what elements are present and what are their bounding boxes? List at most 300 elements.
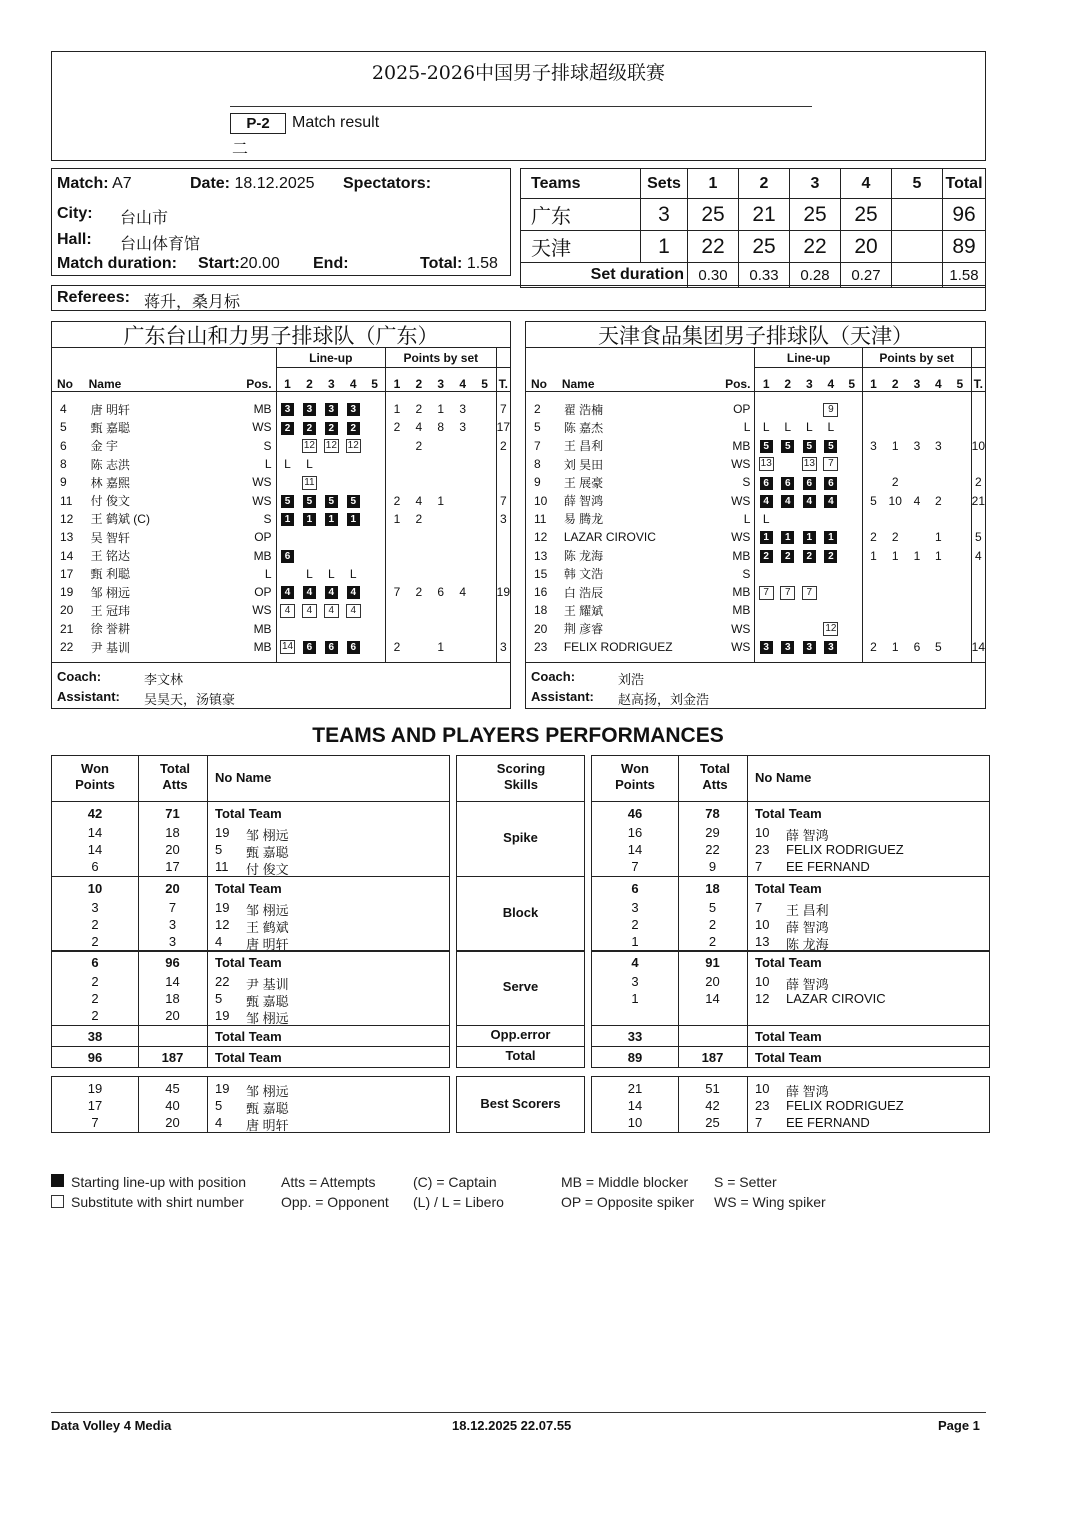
legend-libero: (L) / L = Libero xyxy=(413,1194,504,1210)
starting-position-mark: 4 xyxy=(303,586,316,599)
start-label: Start: xyxy=(198,255,240,272)
player-name: LAZAR CIROVIC xyxy=(786,991,886,1006)
match-info-box xyxy=(51,168,511,276)
player-name: 王 昌利 xyxy=(563,439,604,454)
player-atts: 51 xyxy=(705,1081,720,1096)
player-position: MB xyxy=(732,585,751,600)
player-number: 13 xyxy=(534,548,548,563)
player-total-points xyxy=(496,565,510,583)
player-no: 11 xyxy=(215,859,229,874)
player-name: 唐 明轩 xyxy=(246,937,289,952)
lineup-set-2 xyxy=(298,638,320,656)
libero-mark: L xyxy=(327,566,335,581)
player-no: 10 xyxy=(755,825,770,840)
lineup-set-2 xyxy=(298,455,320,473)
points-set-2: 2 xyxy=(891,530,899,545)
lineup-set-3 xyxy=(320,620,342,638)
starting-position-mark: 4 xyxy=(325,586,338,599)
player-name: 陈 嘉杰 xyxy=(563,420,604,435)
substitute-mark: 7 xyxy=(823,457,838,471)
player-number: 20 xyxy=(534,621,548,636)
points-set-4 xyxy=(452,620,474,638)
points-set-2: 1 xyxy=(891,548,899,563)
match-label: Match: xyxy=(57,175,109,192)
assistant-names: 吴昊天，汤镇豪 xyxy=(144,692,236,707)
player-name: EE FERNAND xyxy=(786,859,870,874)
skills-header xyxy=(456,755,585,802)
player-number: 12 xyxy=(60,511,74,526)
points-set-2: 4 xyxy=(415,493,423,508)
player-name: 薛 智鸿 xyxy=(786,977,829,992)
lineup-set-3 xyxy=(320,418,342,436)
points-set-4: 1 xyxy=(935,530,942,545)
lineup-set-1 xyxy=(755,620,777,638)
lineup-set-4 xyxy=(342,473,364,491)
coach-block xyxy=(52,662,510,709)
player-won: 16 xyxy=(627,825,643,840)
points-set-1 xyxy=(385,473,407,491)
lineup-set-2 xyxy=(298,510,320,528)
player-atts: 3 xyxy=(168,934,177,949)
player-total-points xyxy=(496,546,510,564)
player-row xyxy=(52,546,510,564)
score-away-set5 xyxy=(892,231,943,263)
points-set-2 xyxy=(884,583,906,601)
spectators-label: Spectators: xyxy=(343,175,432,192)
player-name: FELIX RODRIGUEZ xyxy=(786,842,904,857)
perf-right-serve xyxy=(591,950,990,1026)
player-name: 尹 基训 xyxy=(246,977,289,992)
perf-left-serve xyxy=(51,950,450,1026)
starting-position-mark: 5 xyxy=(824,440,837,453)
points-set-4 xyxy=(452,473,474,491)
pos-header: Pos. xyxy=(246,377,272,391)
points-set-5 xyxy=(949,528,971,546)
player-number: 13 xyxy=(60,530,74,545)
libero-mark: L xyxy=(805,420,813,435)
points-set-1: 5 xyxy=(862,491,884,509)
player-total-points xyxy=(496,601,510,619)
starting-position-mark: 2 xyxy=(347,422,360,435)
player-atts: 9 xyxy=(708,859,717,874)
player-total-points: 14 xyxy=(971,638,985,656)
points-set-5 xyxy=(474,437,497,455)
points-set-4: 5 xyxy=(935,640,942,654)
points-set-2 xyxy=(408,473,430,491)
lineup-set-3 xyxy=(320,565,342,583)
points-set-1 xyxy=(862,418,884,436)
player-atts: 25 xyxy=(705,1115,720,1130)
player-name: 甄 嘉聪 xyxy=(246,994,289,1009)
lineup-set-3 xyxy=(799,491,821,509)
player-atts: 20 xyxy=(705,974,720,989)
best-scorers-left xyxy=(51,1076,450,1133)
lineup-set-1 xyxy=(755,418,777,436)
player-row xyxy=(52,565,510,583)
substitute-mark: 9 xyxy=(823,403,838,417)
starting-position-mark: 1 xyxy=(303,513,316,526)
player-number: 11 xyxy=(534,511,547,526)
lineup-set-1 xyxy=(276,546,298,564)
player-no: 10 xyxy=(755,917,770,932)
total-won: 4 xyxy=(631,955,639,970)
lineup-set-4 xyxy=(820,400,842,418)
lineup-set-1 xyxy=(276,565,298,583)
set-duration-total: 1.58 xyxy=(943,263,986,288)
libero-mark: L xyxy=(306,566,313,581)
player-won: 3 xyxy=(631,900,639,915)
score-away-set2: 25 xyxy=(739,231,790,263)
player-total-points: 3 xyxy=(496,510,510,528)
lineup-set-3 xyxy=(799,400,821,418)
lineup-set-5 xyxy=(842,491,863,509)
lineup-set-4 xyxy=(342,418,364,436)
points-set-5 xyxy=(474,546,497,564)
points-set-3 xyxy=(430,510,452,528)
lineup-set-5 xyxy=(842,528,863,546)
starting-position-mark: 2 xyxy=(325,422,338,435)
player-total-points xyxy=(496,455,510,473)
total-label: Total: xyxy=(420,255,463,272)
player-row xyxy=(52,473,510,491)
points-set-5 xyxy=(474,601,497,619)
points-set-3 xyxy=(906,583,927,601)
player-row xyxy=(526,601,985,619)
player-no: 19 xyxy=(215,825,230,840)
player-no: 19 xyxy=(215,1008,230,1023)
points-set-1 xyxy=(862,455,884,473)
player-no: 5 xyxy=(215,1098,223,1113)
player-row xyxy=(526,400,985,418)
player-position: OP xyxy=(254,585,272,600)
starting-position-mark: 4 xyxy=(803,495,816,508)
player-name: 邹 栩远 xyxy=(246,903,289,918)
points-set-4: 3 xyxy=(459,420,466,435)
player-number: 16 xyxy=(534,585,548,600)
lineup-set-5 xyxy=(842,638,863,656)
substitute-mark: 7 xyxy=(802,586,817,600)
lineup-set-5 xyxy=(842,510,863,528)
player-won: 2 xyxy=(631,917,639,932)
starting-position-mark: 4 xyxy=(781,495,794,508)
player-name: 甄 嘉聪 xyxy=(246,1101,289,1116)
lineup-set-1 xyxy=(276,418,298,436)
player-row xyxy=(526,418,985,436)
name-header: Name xyxy=(88,377,122,391)
points-set-3 xyxy=(430,455,452,473)
lineup-set-1 xyxy=(755,400,777,418)
lineup-set-2 xyxy=(777,510,799,528)
total-header: T. xyxy=(971,368,985,392)
lineup-set-4 xyxy=(820,437,842,455)
report-title: Match result xyxy=(292,114,380,131)
player-position: WS xyxy=(731,457,751,472)
skill-spike xyxy=(456,801,585,877)
league-title: 2025-2026中国男子排球超级联赛 xyxy=(371,62,666,84)
points-set-4 xyxy=(928,565,949,583)
substitute-mark: 12 xyxy=(825,623,837,635)
points-set-header: 1 xyxy=(385,368,407,392)
player-row xyxy=(526,473,985,491)
player-won: 14 xyxy=(627,842,643,857)
lineup-set-1 xyxy=(755,455,777,473)
player-position: L xyxy=(743,511,751,526)
coach-name: 刘浩 xyxy=(618,672,645,687)
player-row xyxy=(526,510,985,528)
points-set-3 xyxy=(906,455,927,473)
player-total-points: 7 xyxy=(496,400,510,418)
lineup-set-5 xyxy=(842,455,863,473)
legend-atts: Atts = Attempts xyxy=(281,1174,376,1190)
player-position: WS xyxy=(731,530,751,545)
team-roster-away xyxy=(525,321,986,709)
footer-software: Data Volley 4 Media xyxy=(51,1418,172,1433)
player-total-points: 4 xyxy=(971,546,985,564)
starting-position-mark: 5 xyxy=(281,495,294,508)
lineup-set-3 xyxy=(799,528,821,546)
points-set-3 xyxy=(430,546,452,564)
player-row xyxy=(526,528,985,546)
lineup-set-4 xyxy=(820,473,842,491)
player-name: 薛 智鸿 xyxy=(786,1084,829,1099)
lineup-set-2 xyxy=(298,620,320,638)
substitute-mark: 7 xyxy=(780,586,795,600)
set-duration-2: 0.33 xyxy=(739,263,790,288)
lineup-set-4 xyxy=(820,418,842,436)
player-no: 19 xyxy=(215,1081,230,1096)
assistant-label: Assistant: xyxy=(531,689,594,704)
total-header: T. xyxy=(496,368,510,392)
score-header-total: Total xyxy=(943,169,986,199)
report-sub: 二 xyxy=(232,139,249,158)
points-set-1 xyxy=(385,437,407,455)
lineup-set-3 xyxy=(320,528,342,546)
points-set-4 xyxy=(452,601,474,619)
lineup-set-5 xyxy=(364,583,385,601)
opp-error-row xyxy=(51,1025,450,1047)
points-set-5 xyxy=(474,455,497,473)
points-set-4: 2 xyxy=(935,493,942,508)
player-won: 3 xyxy=(631,974,639,989)
lineup-set-2 xyxy=(777,437,799,455)
header-box xyxy=(51,51,986,161)
atts-header: Total Atts xyxy=(159,761,191,792)
score-header-set1: 1 xyxy=(688,169,739,199)
lineup-set-5 xyxy=(842,583,863,601)
name-header: Name xyxy=(561,377,595,391)
lineup-set-1 xyxy=(755,491,777,509)
player-atts: 18 xyxy=(165,825,180,840)
points-set-2 xyxy=(408,528,430,546)
player-total-points xyxy=(971,565,985,583)
player-position: WS xyxy=(252,493,272,508)
player-row xyxy=(52,491,510,509)
lineup-set-3 xyxy=(320,455,342,473)
points-set-1: 2 xyxy=(385,638,407,656)
set-duration-3: 0.28 xyxy=(790,263,841,288)
points-set-header: 3 xyxy=(437,377,445,391)
referees-label: Referees: xyxy=(57,289,130,306)
score-home-set3: 25 xyxy=(790,199,841,231)
points-set-2 xyxy=(408,601,430,619)
lineup-set-1 xyxy=(276,455,298,473)
perf-right-spike xyxy=(591,801,990,877)
points-set-4: 3 xyxy=(935,438,942,453)
player-name: 翟 浩楠 xyxy=(563,402,604,417)
player-number: 15 xyxy=(534,566,548,581)
player-name: 王 展豪 xyxy=(563,475,604,490)
points-set-3 xyxy=(430,565,452,583)
lineup-set-3 xyxy=(320,546,342,564)
player-name: 林 嘉熙 xyxy=(90,475,130,490)
points-set-4: 1 xyxy=(935,548,942,563)
points-set-4 xyxy=(452,528,474,546)
summary-label: Total Team xyxy=(215,1029,282,1044)
legend-s: S = Setter xyxy=(714,1174,777,1190)
player-total-points: 21 xyxy=(971,491,985,509)
skill-label: Total xyxy=(505,1048,536,1063)
lineup-set-1 xyxy=(755,583,777,601)
player-position: MB xyxy=(732,603,751,618)
points-set-3 xyxy=(906,400,927,418)
points-set-1: 1 xyxy=(385,510,407,528)
points-header: Points by set xyxy=(385,348,496,368)
points-set-2 xyxy=(408,638,430,656)
player-atts: 20 xyxy=(165,1008,180,1023)
player-total-points: 3 xyxy=(496,638,510,656)
total-row xyxy=(591,1046,990,1068)
lineup-set-5 xyxy=(364,546,385,564)
lineup-set-3 xyxy=(799,455,821,473)
points-set-5 xyxy=(949,510,971,528)
substitute-mark: 4 xyxy=(324,604,339,618)
lineup-set-3 xyxy=(320,510,342,528)
points-set-5 xyxy=(474,473,497,491)
points-set-1 xyxy=(385,546,407,564)
performance-title: TEAMS AND PLAYERS PERFORMANCES xyxy=(312,724,724,747)
substitute-mark: 7 xyxy=(759,586,774,600)
player-name: 尹 基训 xyxy=(90,640,130,655)
starting-position-mark: 3 xyxy=(824,641,837,654)
player-no: 5 xyxy=(215,991,223,1006)
substitute-mark: 14 xyxy=(281,641,294,653)
substitute-mark: 13 xyxy=(803,458,815,470)
points-set-2: 2 xyxy=(415,585,423,600)
lineup-set-3 xyxy=(799,546,821,564)
starting-position-mark: 5 xyxy=(760,440,773,453)
points-set-2 xyxy=(884,601,906,619)
starting-position-mark: 1 xyxy=(824,531,837,544)
total-atts: 91 xyxy=(705,955,720,970)
legend-ws: WS = Wing spiker xyxy=(714,1194,826,1210)
points-set-5 xyxy=(949,638,971,656)
player-won: 21 xyxy=(627,1081,643,1096)
lineup-set-header: 2 xyxy=(784,377,792,391)
skill-label: Serve xyxy=(502,979,539,994)
lineup-set-2 xyxy=(777,528,799,546)
player-total-points xyxy=(971,418,985,436)
lineup-set-3 xyxy=(799,510,821,528)
lineup-set-5 xyxy=(364,473,385,491)
player-won: 2 xyxy=(91,991,99,1006)
legend-opp: Opp. = Opponent xyxy=(281,1194,389,1210)
lineup-set-1 xyxy=(276,583,298,601)
lineup-set-1 xyxy=(755,638,777,656)
player-row xyxy=(52,528,510,546)
points-set-4 xyxy=(452,546,474,564)
player-name: 王 耀斌 xyxy=(563,603,604,618)
lineup-set-2 xyxy=(777,583,799,601)
player-won: 6 xyxy=(91,859,99,874)
player-name: 邹 栩远 xyxy=(246,1011,289,1026)
points-set-1: 2 xyxy=(385,491,407,509)
points-set-2: 2 xyxy=(415,438,423,453)
player-total-points: 10 xyxy=(971,437,985,455)
points-set-5 xyxy=(474,491,497,509)
player-number: 8 xyxy=(534,457,541,472)
points-set-2 xyxy=(884,418,906,436)
player-row xyxy=(52,418,510,436)
points-set-3: 6 xyxy=(437,585,445,600)
player-name: 白 浩辰 xyxy=(563,585,604,600)
starting-position-mark: 5 xyxy=(781,440,794,453)
player-position: MB xyxy=(253,621,272,636)
starting-position-mark: 1 xyxy=(347,513,360,526)
lineup-set-5 xyxy=(842,400,863,418)
points-set-3 xyxy=(906,565,927,583)
lineup-set-4 xyxy=(820,546,842,564)
substitute-mark: 4 xyxy=(346,604,361,618)
points-set-2 xyxy=(408,455,430,473)
lineup-set-4 xyxy=(342,437,364,455)
lineup-set-4 xyxy=(342,491,364,509)
points-set-header: 5 xyxy=(956,377,964,391)
hall-value: 台山体育馆 xyxy=(120,236,201,253)
points-set-2 xyxy=(408,546,430,564)
lineup-set-2 xyxy=(777,546,799,564)
player-no: 19 xyxy=(215,900,230,915)
lineup-set-3 xyxy=(320,400,342,418)
player-position: WS xyxy=(252,475,272,490)
points-set-4 xyxy=(452,510,474,528)
starting-position-mark: 2 xyxy=(303,422,316,435)
libero-mark: L xyxy=(762,511,770,526)
total-team-label: Total Team xyxy=(755,955,822,970)
player-name: 陈 龙海 xyxy=(786,937,829,952)
assistant-label: Assistant: xyxy=(57,689,120,704)
starting-position-mark: 2 xyxy=(281,422,294,435)
summary-won: 89 xyxy=(627,1050,643,1065)
player-won: 1 xyxy=(631,991,639,1006)
legend-substitute: Substitute with shirt number xyxy=(71,1194,244,1210)
points-set-5 xyxy=(949,565,971,583)
player-atts: 3 xyxy=(168,917,177,932)
end-label: End: xyxy=(313,255,349,272)
total-atts: 96 xyxy=(165,955,180,970)
starting-position-mark: 5 xyxy=(347,495,360,508)
starting-position-mark: 6 xyxy=(760,477,773,490)
lineup-set-2 xyxy=(298,400,320,418)
lineup-set-4 xyxy=(342,620,364,638)
player-row xyxy=(52,601,510,619)
points-set-5 xyxy=(949,455,971,473)
report-code: P-2 xyxy=(230,113,286,134)
points-set-5 xyxy=(474,528,497,546)
lineup-set-2 xyxy=(777,565,799,583)
skill-best-scorers xyxy=(456,1076,585,1133)
player-position: S xyxy=(742,566,751,581)
lineup-set-5 xyxy=(364,565,385,583)
